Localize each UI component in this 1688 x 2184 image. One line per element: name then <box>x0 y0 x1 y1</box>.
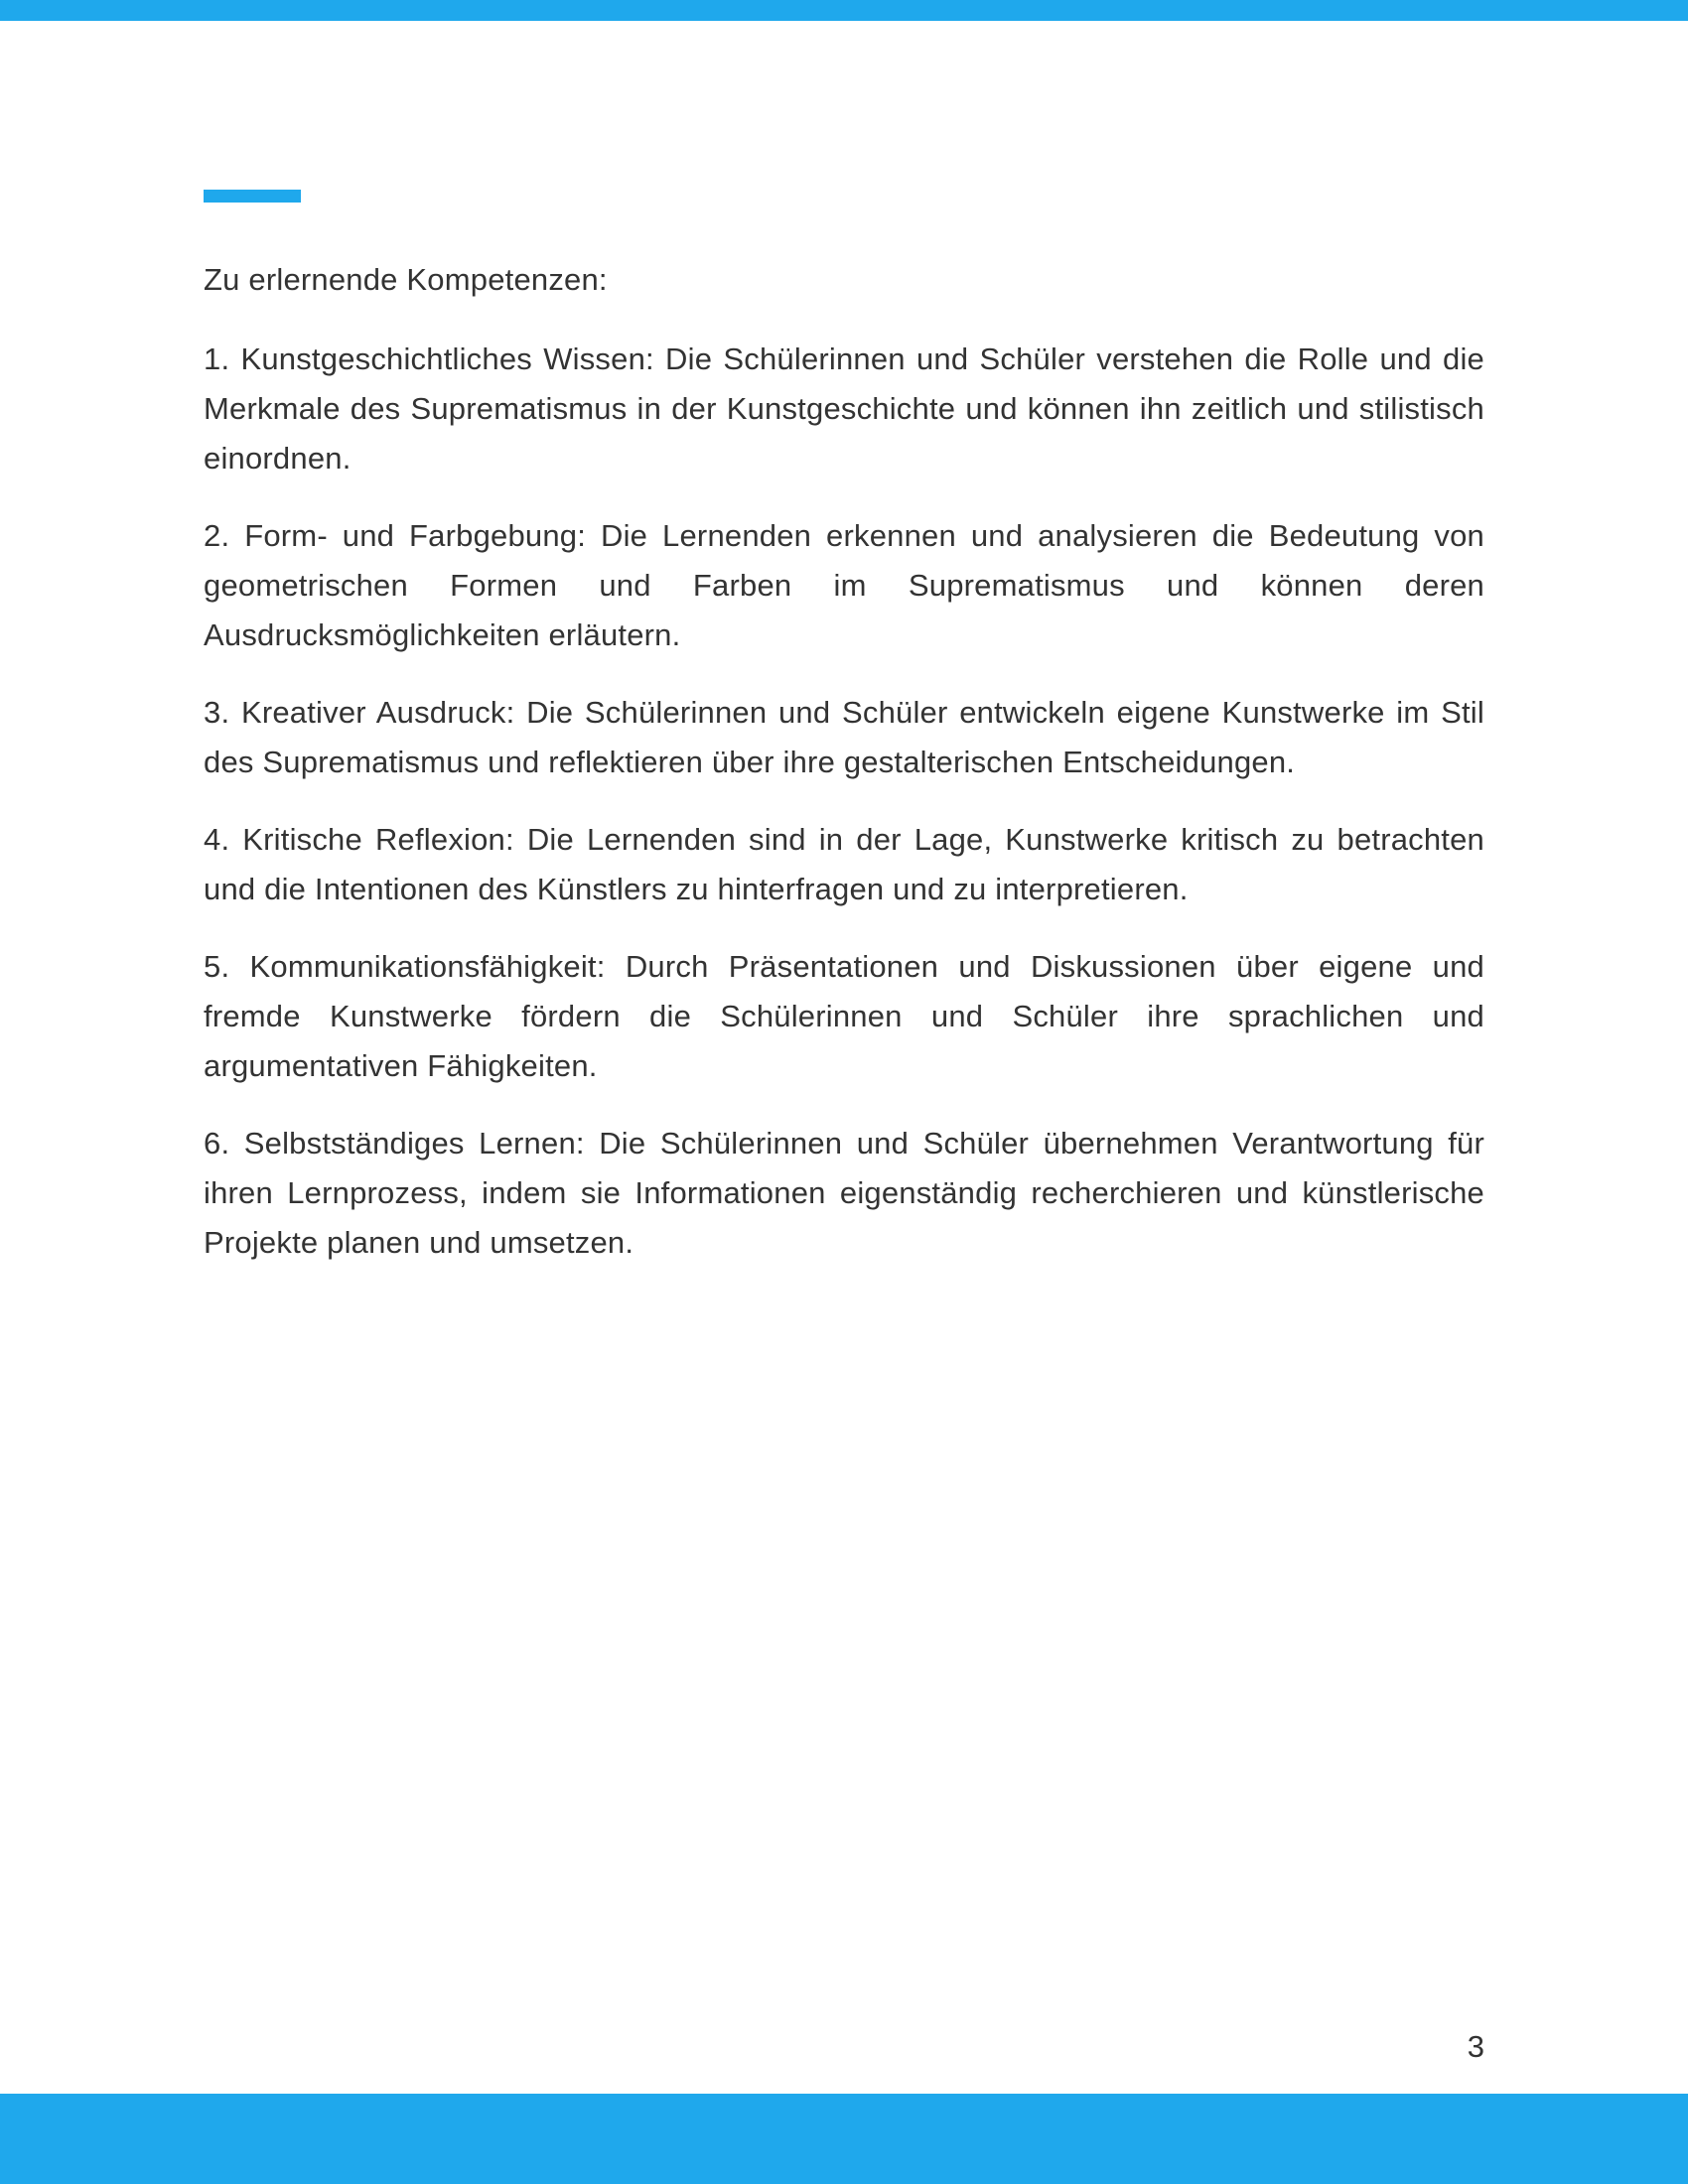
competency-item-3: 3. Kreativer Ausdruck: Die Schülerinnen und Schüler entwickeln eigene Kunstwerke im Stil des Suprematismus und reflektieren über ihre gestalterischen Entscheidungen. <box>204 695 1484 779</box>
competency-item-5: 5. Kommunikationsfähigkeit: Durch Präsentationen und Diskussionen über eigene und fremde Kunstwerke fördern die Schülerinnen und Schüler ihre sprachlichen und argumentativen Fähigkeiten. <box>204 949 1484 1083</box>
bottom-accent-bar <box>0 2094 1688 2184</box>
page-number: 3 <box>1467 2029 1484 2064</box>
competency-item-1: 1. Kunstgeschichtliches Wissen: Die Schülerinnen und Schüler verstehen die Rolle und die Merkmale des Suprematismus in der Kunstgeschichte und können ihn zeitlich und stilistisch einordnen. <box>204 341 1484 476</box>
section-accent-mark <box>204 190 301 203</box>
page-title: Zu erlernende Kompetenzen: <box>204 262 608 297</box>
competency-item-6: 6. Selbstständiges Lernen: Die Schülerinnen und Schüler übernehmen Verantwortung für ihren Lernprozess, indem sie Informationen eigenständig recherchieren und künstlerische Projekte planen und umsetzen. <box>204 1126 1484 1260</box>
competency-item-2: 2. Form- und Farbgebung: Die Lernenden erkennen und analysieren die Bedeutung von geometrischen Formen und Farben im Suprematismus und können deren Ausdrucksmöglichkeiten erläutern. <box>204 518 1484 652</box>
top-accent-bar <box>0 0 1688 21</box>
content-area <box>204 255 1484 1296</box>
competency-item-4: 4. Kritische Reflexion: Die Lernenden sind in der Lage, Kunstwerke kritisch zu betrachten und die Intentionen des Künstlers zu hinterfragen und zu interpretieren. <box>204 822 1484 906</box>
